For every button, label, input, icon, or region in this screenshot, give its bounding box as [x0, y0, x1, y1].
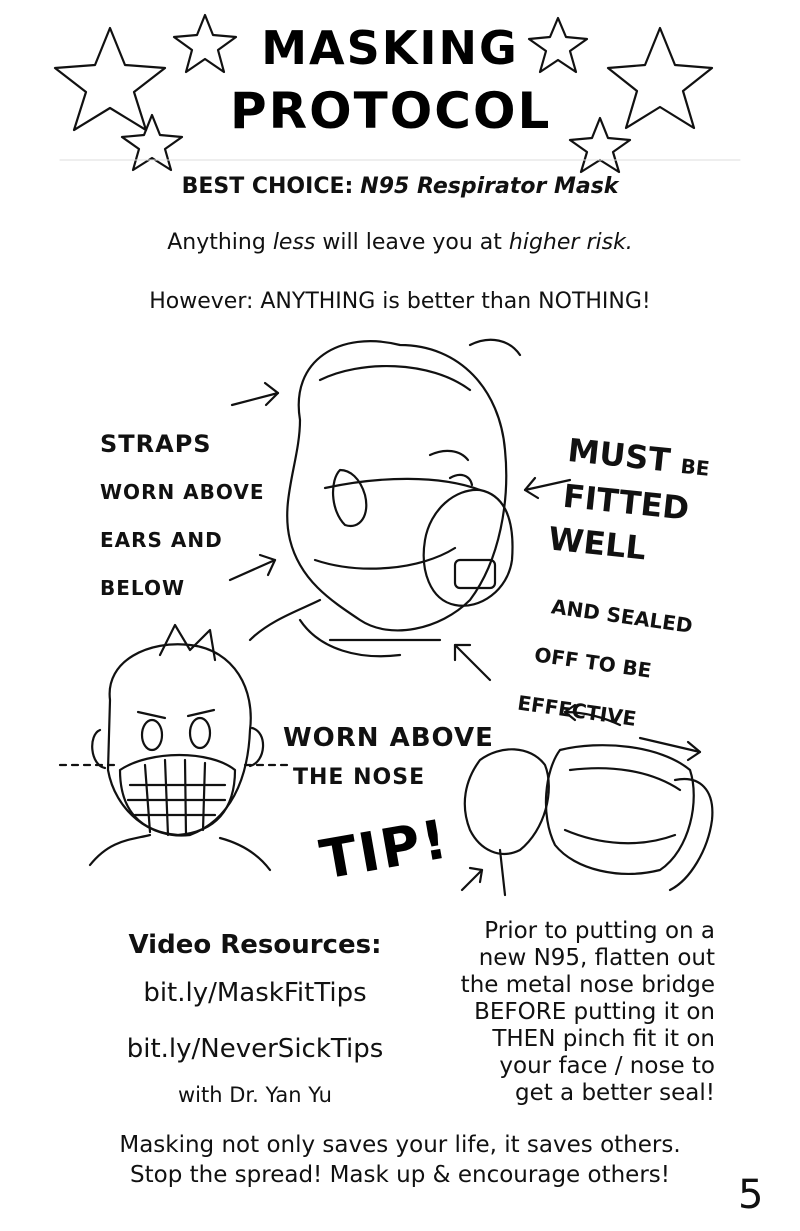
tip-text-line-3: the metal nose bridge	[460, 972, 715, 998]
fit-note-sealed: AND SEALED	[549, 594, 695, 638]
page-number: 5	[738, 1172, 764, 1218]
risk-line	[0, 228, 800, 258]
fit-note-effective: EFFECTIVE	[516, 690, 638, 731]
arrow-icon-tip	[462, 868, 482, 890]
nose-note	[283, 718, 503, 798]
straps-note-line-1: STRAPS	[100, 430, 212, 458]
straps-note-line-2: WORN ABOVE	[100, 480, 265, 504]
video-credit: with Dr. Yan Yu	[178, 1083, 332, 1107]
page-title-line-2: PROTOCOL	[230, 82, 552, 140]
tip-text-line-4: BEFORE putting it on	[474, 999, 715, 1025]
nose-note-line-1: WORN ABOVE	[283, 723, 494, 753]
nose-note-line-2: THE NOSE	[293, 765, 426, 790]
front-face-drawing	[60, 625, 290, 870]
video-link-never-sick-tips[interactable]: bit.ly/NeverSickTips	[126, 1034, 384, 1064]
however-line: However: ANYTHING is better than NOTHING!	[149, 289, 651, 314]
tip-label: TIP!	[315, 807, 454, 892]
tip-text	[420, 918, 715, 1107]
tip-text-line-6: your face / nose to	[499, 1053, 715, 1079]
fit-note-well: WELL	[546, 519, 648, 568]
fit-note-fitted: FITTED	[561, 476, 691, 528]
page-title-line-1: MASKING	[261, 21, 519, 75]
best-choice-line	[0, 172, 800, 202]
star-icon-left-bottom	[122, 115, 182, 170]
star-icon-right-bottom	[570, 118, 630, 172]
footer-line-1: Masking not only saves your life, it saves others.	[119, 1132, 681, 1158]
tip-text-line-5: THEN pinch fit it on	[492, 1026, 715, 1052]
star-icon-right-large	[608, 28, 712, 128]
footer-message	[40, 1130, 760, 1190]
risk-line-mid: will leave you at	[315, 230, 509, 255]
best-choice-label: BEST CHOICE:	[181, 174, 354, 199]
risk-line-pre: Anything	[167, 230, 273, 255]
tip-text-line-1: Prior to putting on a	[484, 918, 715, 944]
video-resources	[90, 925, 420, 1113]
best-choice-value: N95 Respirator Mask	[360, 174, 619, 199]
arrow-icon-fit-bottom	[455, 645, 490, 680]
star-icon-left-small	[174, 15, 236, 72]
fit-note-must: MUST	[565, 430, 673, 480]
video-resources-heading: Video Resources:	[128, 930, 382, 960]
star-icon-left-large	[55, 28, 165, 130]
risk-line-emphasis-less: less	[272, 230, 316, 255]
tip-text-line-7: get a better seal!	[514, 1080, 715, 1106]
footer-line-2: Stop the spread! Mask up & encourage others!	[130, 1162, 670, 1188]
fit-note	[546, 430, 769, 582]
fit-note-be: BE	[679, 453, 711, 481]
arrow-icon-straps-top	[232, 383, 278, 405]
straps-note	[100, 420, 300, 612]
fit-note-sealed-block	[516, 580, 763, 759]
risk-line-emphasis-higher-risk: higher risk.	[508, 230, 633, 255]
fit-note-off: OFF TO BE	[532, 642, 653, 683]
straps-note-line-3: EARS AND	[100, 528, 223, 552]
straps-note-line-4: BELOW	[100, 576, 185, 600]
tip-text-line-2: new N95, flatten out	[478, 945, 715, 971]
video-link-mask-fit-tips[interactable]: bit.ly/MaskFitTips	[143, 978, 367, 1008]
